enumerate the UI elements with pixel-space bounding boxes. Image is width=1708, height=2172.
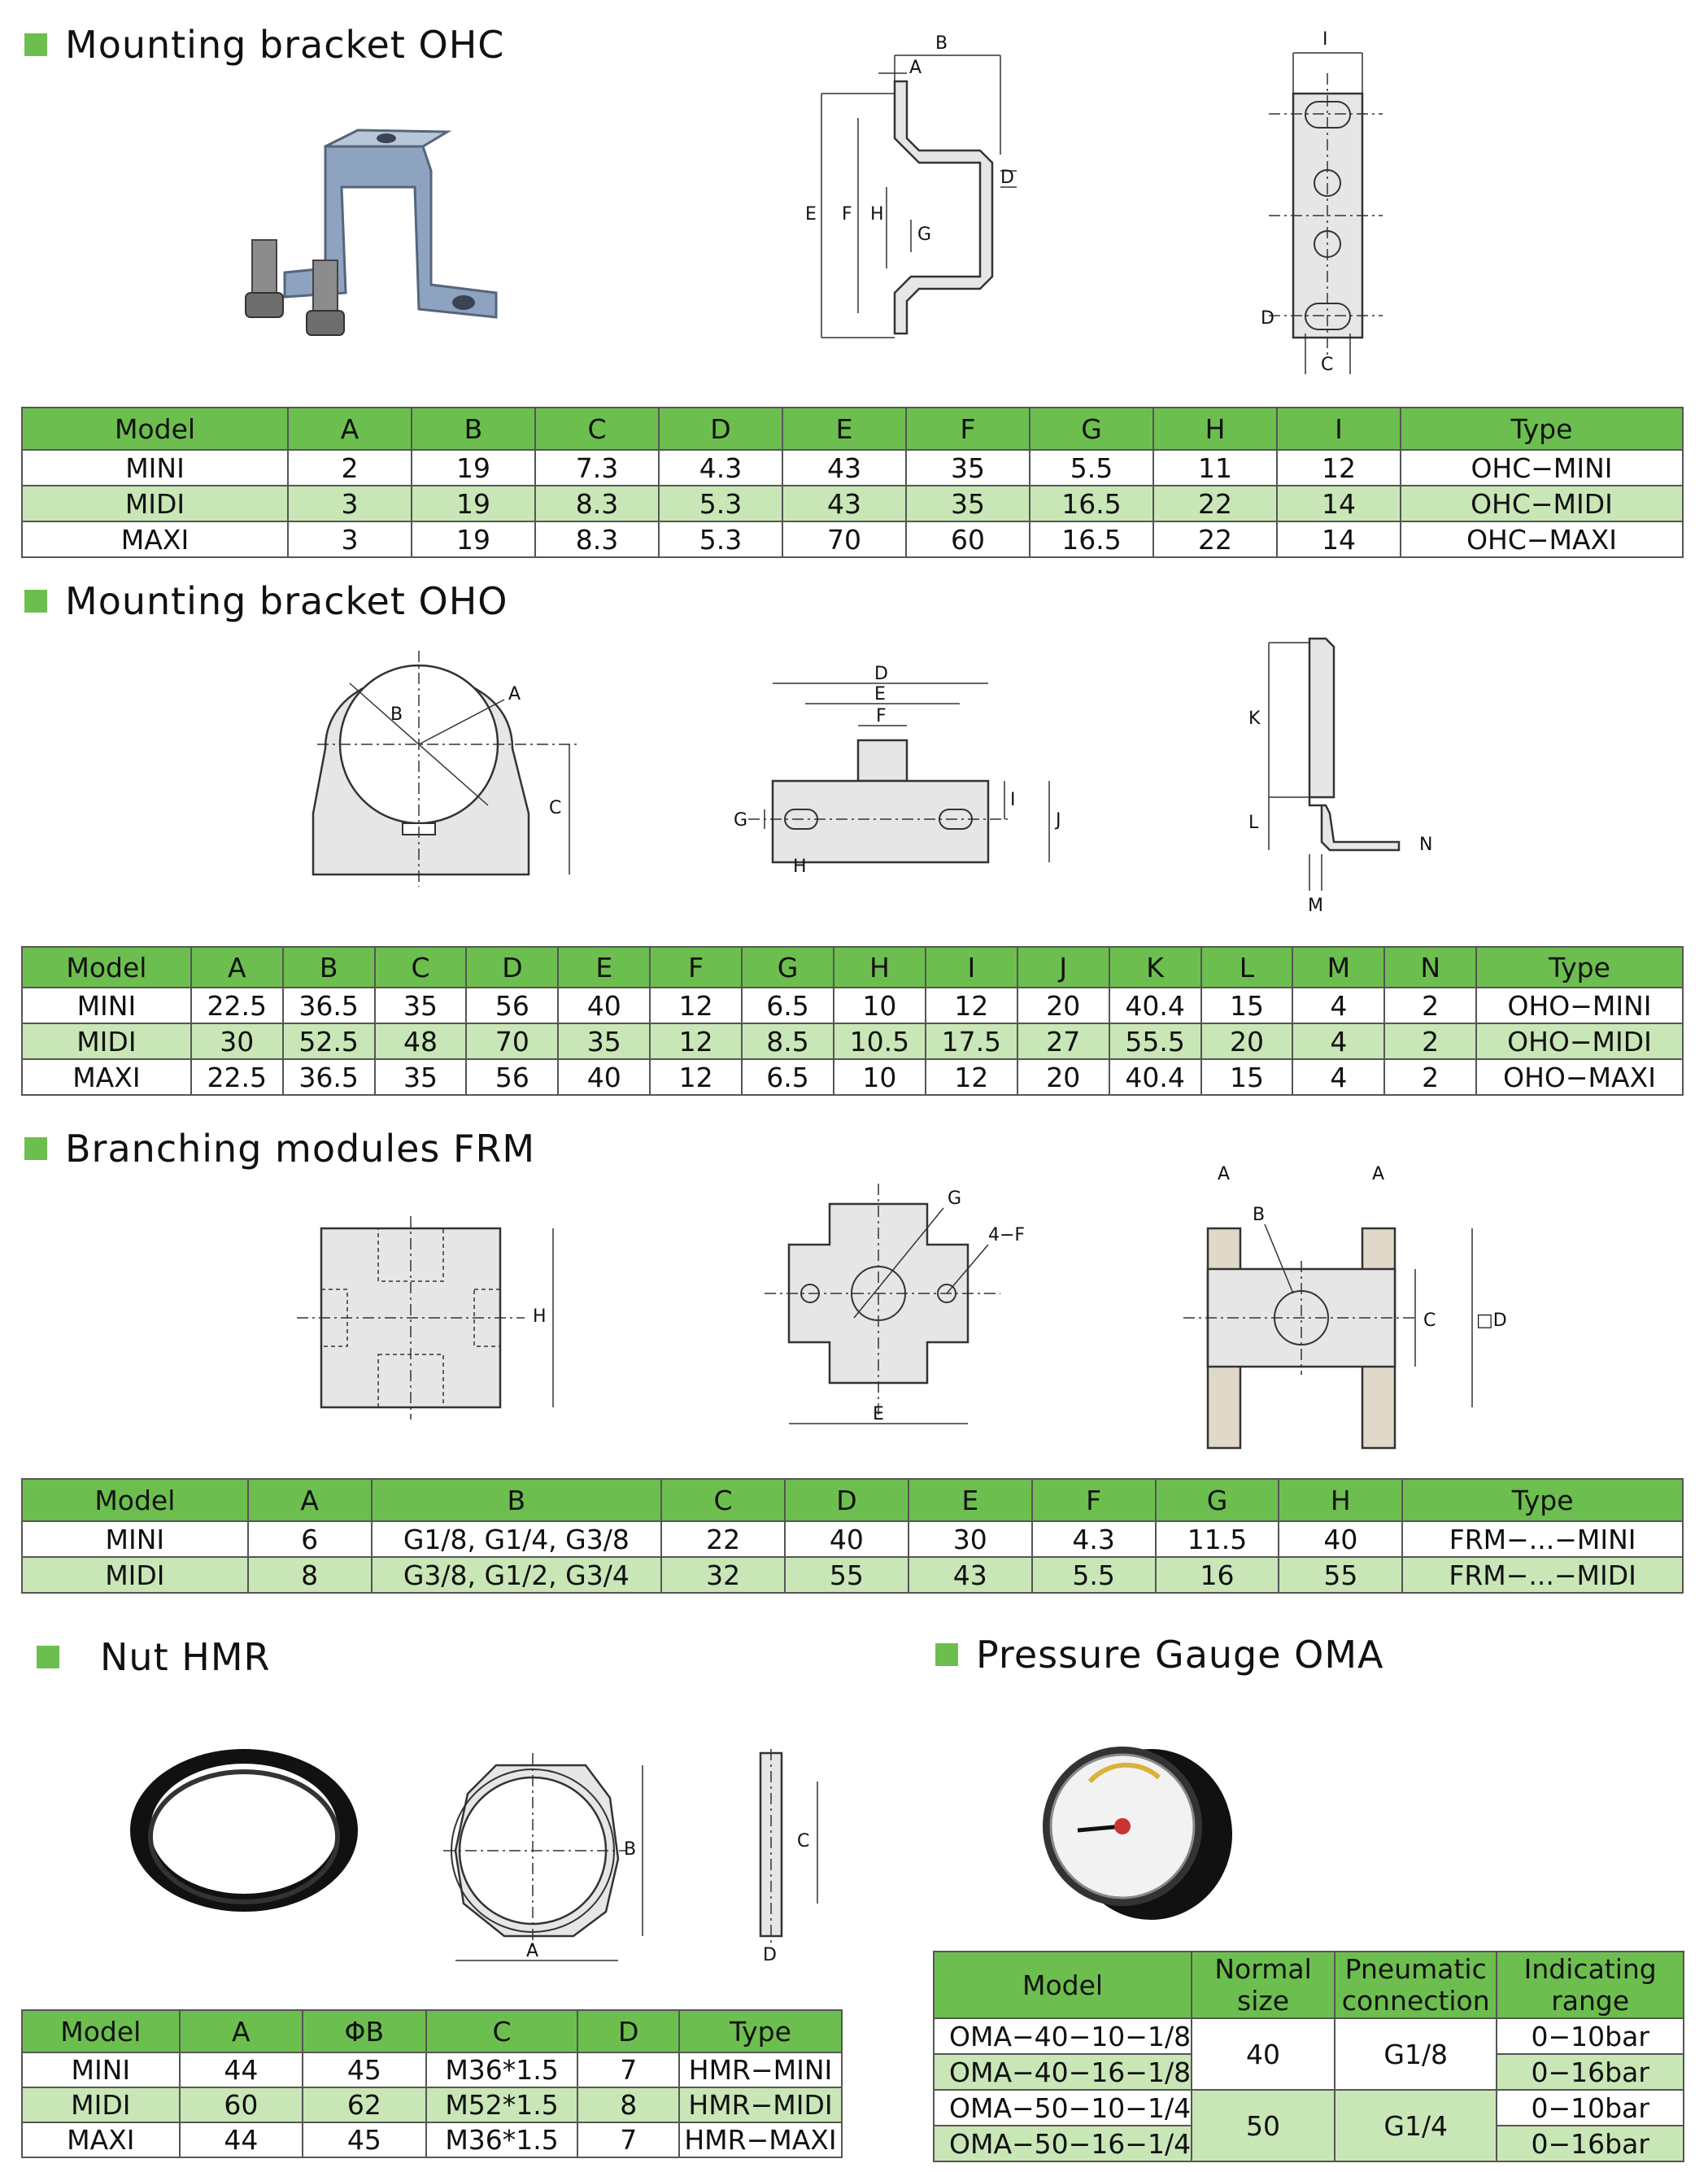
table-cell: 4	[1292, 1023, 1384, 1059]
table-cell: 40	[785, 1521, 908, 1557]
table-cell: 40	[558, 1059, 650, 1095]
dim-g-label: G	[917, 225, 932, 245]
column-header: Type	[1402, 1479, 1683, 1521]
table-cell: OHC−MAXI	[1401, 521, 1683, 557]
table-cell: OHC−MINI	[1401, 450, 1683, 486]
table-cell: OHO−MIDI	[1476, 1023, 1683, 1059]
table-cell: 22.5	[191, 988, 283, 1023]
dim-h-label: H	[793, 857, 807, 877]
table-row	[22, 1521, 1683, 1557]
table-cell: M36*1.5	[426, 2052, 578, 2087]
table-cell-conn: G1/8	[1335, 2018, 1497, 2090]
table-cell: 20	[1201, 1023, 1293, 1059]
table-cell: 15	[1201, 988, 1293, 1023]
column-header: J	[1017, 947, 1109, 988]
table-cell: 43	[908, 1557, 1032, 1593]
column-header: I	[926, 947, 1017, 988]
oho-section-title	[24, 579, 508, 623]
table-cell: 10.5	[834, 1023, 926, 1059]
table-cell: FRM−...−MIDI	[1402, 1557, 1683, 1593]
dim-m-label: M	[1308, 896, 1323, 916]
table-cell: 5.3	[659, 486, 782, 521]
table-cell-model: OMA−50−16−1/4	[934, 2126, 1192, 2161]
column-header: D	[659, 408, 782, 450]
table-cell-size: 40	[1192, 2018, 1335, 2090]
column-header: F	[906, 408, 1030, 450]
bullet-square-icon	[24, 590, 47, 613]
dim-i-label: I	[1322, 29, 1328, 50]
table-cell: 6.5	[742, 988, 834, 1023]
table-cell: 55	[1279, 1557, 1402, 1593]
column-header: Type	[1401, 408, 1683, 450]
table-cell: 56	[466, 988, 558, 1023]
table-cell: 16	[1156, 1557, 1279, 1593]
table-cell: MINI	[22, 1521, 248, 1557]
dim-a-label: A	[526, 1941, 539, 1961]
table-row	[934, 2090, 1684, 2126]
column-header: C	[661, 1479, 785, 1521]
hmr-side-drawing	[748, 1749, 846, 1965]
table-cell: 52.5	[283, 1023, 375, 1059]
table-cell: HMR−MAXI	[679, 2122, 842, 2157]
column-header: Model	[22, 2010, 180, 2052]
column-header: K	[1109, 947, 1201, 988]
table-cell: 2	[1384, 1023, 1476, 1059]
table-cell: OHO−MAXI	[1476, 1059, 1683, 1095]
table-cell: 17.5	[926, 1023, 1017, 1059]
dim-e-label: E	[805, 204, 817, 225]
table-cell: 19	[412, 486, 535, 521]
table-cell: 44	[180, 2122, 303, 2157]
dim-k-label: K	[1248, 709, 1261, 729]
column-header: D	[577, 2010, 679, 2052]
table-row	[22, 2122, 842, 2157]
oma-spec-table	[933, 1951, 1684, 2162]
table-cell: 16.5	[1030, 486, 1153, 521]
column-header: B	[412, 408, 535, 450]
oma-section-title	[935, 1633, 1384, 1677]
column-header: G	[1030, 408, 1153, 450]
dim-c-label: C	[1321, 355, 1334, 375]
dim-e-label: E	[873, 1404, 884, 1424]
table-cell: 35	[906, 486, 1030, 521]
dim-c-label: C	[1423, 1311, 1436, 1331]
table-cell: OHC−MIDI	[1401, 486, 1683, 521]
table-cell: 32	[661, 1557, 785, 1593]
table-cell: 12	[926, 1059, 1017, 1095]
header-row	[22, 408, 1683, 450]
header-row	[22, 2010, 842, 2052]
table-cell: G3/8, G1/2, G3/4	[372, 1557, 662, 1593]
table-row	[22, 2087, 842, 2122]
column-header: C	[375, 947, 467, 988]
table-cell: 35	[906, 450, 1030, 486]
ohc-spec-table	[21, 407, 1684, 558]
dim-f-label: F	[876, 706, 887, 726]
table-cell: 30	[191, 1023, 283, 1059]
header-row	[934, 1952, 1684, 2018]
ohc-section-title	[24, 23, 504, 67]
table-cell: 7	[577, 2052, 679, 2087]
table-cell: MINI	[22, 2052, 180, 2087]
dim-n-label: N	[1419, 835, 1433, 855]
table-cell: 4.3	[659, 450, 782, 486]
ohc-front-drawing	[1220, 24, 1407, 382]
table-cell: 5.3	[659, 521, 782, 557]
table-cell: MAXI	[22, 521, 288, 557]
table-cell: 55.5	[1109, 1023, 1201, 1059]
table-cell: 11	[1153, 450, 1277, 486]
table-cell: 27	[1017, 1023, 1109, 1059]
table-cell: 8	[577, 2087, 679, 2122]
table-cell-model: OMA−40−10−1/8	[934, 2018, 1192, 2054]
column-header: Model	[22, 1479, 248, 1521]
table-cell: 40.4	[1109, 988, 1201, 1023]
dim-a-label: A	[508, 684, 521, 704]
dim-b-label: B	[390, 704, 403, 725]
oho-front-drawing	[301, 651, 594, 895]
table-cell: 40.4	[1109, 1059, 1201, 1095]
column-header: D	[466, 947, 558, 988]
table-cell: 43	[782, 486, 906, 521]
column-header: F	[650, 947, 742, 988]
dim-d-label: D	[874, 664, 888, 684]
column-header: ΦB	[303, 2010, 426, 2052]
table-row	[22, 1557, 1683, 1593]
table-cell: 15	[1201, 1059, 1293, 1095]
table-cell-model: OMA−50−10−1/4	[934, 2090, 1192, 2126]
table-cell: 70	[782, 521, 906, 557]
table-cell: MIDI	[22, 1557, 248, 1593]
column-header: Normal size	[1192, 1952, 1335, 2018]
column-header: H	[834, 947, 926, 988]
table-cell: 36.5	[283, 988, 375, 1023]
table-cell: 5.5	[1032, 1557, 1156, 1593]
column-header: Model	[22, 408, 288, 450]
table-cell: 14	[1277, 486, 1401, 521]
frm-side-drawing	[1179, 1163, 1505, 1424]
column-header: Model	[22, 947, 191, 988]
dim-e-label: E	[874, 684, 886, 704]
column-header: A	[180, 2010, 303, 2052]
table-cell: 44	[180, 2052, 303, 2087]
table-cell: G1/8, G1/4, G3/8	[372, 1521, 662, 1557]
table-cell: MIDI	[22, 1023, 191, 1059]
column-header: Pneumatic connection	[1335, 1952, 1497, 2018]
dim-c-label: C	[549, 798, 562, 818]
column-header: N	[1384, 947, 1476, 988]
table-cell: 8.3	[535, 486, 659, 521]
column-header: Indicating range	[1497, 1952, 1684, 2018]
table-cell: 4.3	[1032, 1521, 1156, 1557]
table-row	[934, 2018, 1684, 2054]
table-cell: 22	[1153, 521, 1277, 557]
hmr-front-drawing	[443, 1749, 663, 1969]
table-cell: 11.5	[1156, 1521, 1279, 1557]
bullet-square-icon	[37, 1646, 59, 1668]
table-cell: 30	[908, 1521, 1032, 1557]
table-cell: 35	[375, 988, 467, 1023]
table-cell: 56	[466, 1059, 558, 1095]
table-cell: MINI	[22, 450, 288, 486]
table-cell: 19	[412, 521, 535, 557]
table-cell: 6.5	[742, 1059, 834, 1095]
hmr-nut-photo	[122, 1733, 366, 1928]
frm-spec-table	[21, 1478, 1684, 1594]
dim-g-label: G	[948, 1188, 962, 1209]
table-cell: 16.5	[1030, 521, 1153, 557]
column-header: B	[372, 1479, 662, 1521]
column-header: H	[1153, 408, 1277, 450]
table-cell: 4	[1292, 988, 1384, 1023]
dim-h-label: H	[870, 204, 884, 225]
table-cell: 35	[558, 1023, 650, 1059]
column-header: L	[1201, 947, 1293, 988]
table-cell: 3	[288, 521, 412, 557]
table-cell: 35	[375, 1059, 467, 1095]
table-cell-range: 0−10bar	[1497, 2018, 1684, 2054]
dim-d-label: D	[763, 1945, 777, 1965]
table-row	[22, 486, 1683, 521]
table-cell: 12	[926, 988, 1017, 1023]
frm-title-text: Branching modules FRM	[65, 1127, 536, 1171]
table-cell: 45	[303, 2052, 426, 2087]
table-cell: 22	[661, 1521, 785, 1557]
ohc-title-text: Mounting bracket OHC	[65, 23, 505, 67]
column-header: B	[283, 947, 375, 988]
hmr-spec-table	[21, 2009, 843, 2158]
column-header: G	[1156, 1479, 1279, 1521]
table-cell: MAXI	[22, 2122, 180, 2157]
table-cell: 22	[1153, 486, 1277, 521]
table-cell: MIDI	[22, 2087, 180, 2122]
table-cell: 6	[248, 1521, 372, 1557]
dim-a-label-left: A	[1218, 1164, 1231, 1184]
column-header: Type	[679, 2010, 842, 2052]
dim-c-label: C	[797, 1831, 810, 1851]
table-cell: 2	[288, 450, 412, 486]
table-cell: 7.3	[535, 450, 659, 486]
frm-section-title	[24, 1127, 535, 1171]
oma-gauge-photo	[1029, 1733, 1240, 1928]
table-cell: 20	[1017, 1059, 1109, 1095]
dim-i-label: I	[1010, 790, 1016, 810]
table-cell: MINI	[22, 988, 191, 1023]
table-cell: OHO−MINI	[1476, 988, 1683, 1023]
table-cell: 62	[303, 2087, 426, 2122]
table-cell: M52*1.5	[426, 2087, 578, 2122]
table-cell-conn: G1/4	[1335, 2090, 1497, 2161]
dim-a-label: A	[909, 58, 922, 78]
table-cell-range: 0−10bar	[1497, 2090, 1684, 2126]
column-header: C	[535, 408, 659, 450]
bullet-square-icon	[24, 33, 47, 56]
oho-spec-table	[21, 946, 1684, 1096]
frm-cross-drawing	[756, 1180, 1049, 1440]
hmr-title-text: Nut HMR	[100, 1635, 271, 1679]
table-row	[22, 450, 1683, 486]
table-row	[22, 521, 1683, 557]
table-cell: M36*1.5	[426, 2122, 578, 2157]
table-row	[22, 1059, 1683, 1095]
dim-h-label: H	[533, 1306, 547, 1327]
table-cell: 12	[650, 988, 742, 1023]
table-cell: 40	[1279, 1521, 1402, 1557]
table-cell: 20	[1017, 988, 1109, 1023]
ohc-side-drawing	[805, 33, 1065, 358]
dim-g-label: G	[734, 810, 748, 831]
column-header: H	[1279, 1479, 1402, 1521]
table-cell: 60	[180, 2087, 303, 2122]
table-cell: 43	[782, 450, 906, 486]
table-cell-range: 0−16bar	[1497, 2054, 1684, 2090]
oho-side-drawing	[1236, 635, 1448, 919]
table-row	[22, 988, 1683, 1023]
oma-title-text: Pressure Gauge OMA	[976, 1633, 1384, 1677]
column-header: C	[426, 2010, 578, 2052]
ohc-bracket-photo	[236, 122, 561, 358]
column-header: G	[742, 947, 834, 988]
table-cell-size: 50	[1192, 2090, 1335, 2161]
table-cell: 19	[412, 450, 535, 486]
table-cell: HMR−MINI	[679, 2052, 842, 2087]
column-header: A	[288, 408, 412, 450]
table-cell: FRM−...−MINI	[1402, 1521, 1683, 1557]
table-cell: 5.5	[1030, 450, 1153, 486]
table-cell: 10	[834, 988, 926, 1023]
dim-d-label: D	[1000, 168, 1014, 188]
dim-b-label: B	[1253, 1205, 1266, 1225]
oho-title-text: Mounting bracket OHO	[65, 579, 508, 623]
column-header: Type	[1476, 947, 1683, 988]
dim-a-label-right: A	[1372, 1164, 1385, 1184]
dim-j-label: J	[1056, 810, 1061, 831]
hmr-section-title	[37, 1635, 270, 1679]
table-cell: 70	[466, 1023, 558, 1059]
table-cell: 12	[650, 1059, 742, 1095]
column-header: A	[248, 1479, 372, 1521]
column-header: M	[1292, 947, 1384, 988]
dim-l-label: L	[1248, 813, 1259, 833]
table-cell: HMR−MIDI	[679, 2087, 842, 2122]
table-cell: 8.5	[742, 1023, 834, 1059]
table-row	[22, 2052, 842, 2087]
column-header: I	[1277, 408, 1401, 450]
dim-b-label: B	[935, 33, 948, 54]
column-header: Model	[934, 1952, 1192, 2018]
bullet-square-icon	[935, 1643, 958, 1666]
dim-d-label-front: D	[1261, 308, 1274, 329]
table-cell: 36.5	[283, 1059, 375, 1095]
oho-top-drawing	[716, 659, 1082, 895]
column-header: A	[191, 947, 283, 988]
table-cell: 45	[303, 2122, 426, 2157]
table-cell: MIDI	[22, 486, 288, 521]
table-cell: 12	[1277, 450, 1401, 486]
dim-f-label: F	[842, 204, 852, 225]
table-cell: 7	[577, 2122, 679, 2157]
column-header: E	[782, 408, 906, 450]
table-cell: 8	[248, 1557, 372, 1593]
table-cell: 3	[288, 486, 412, 521]
table-cell: 12	[650, 1023, 742, 1059]
table-cell-range: 0−16bar	[1497, 2126, 1684, 2161]
table-cell: 55	[785, 1557, 908, 1593]
header-row	[22, 1479, 1683, 1521]
dim-b-label: B	[624, 1839, 637, 1860]
table-cell: 48	[375, 1023, 467, 1059]
table-cell: MAXI	[22, 1059, 191, 1095]
table-cell: 40	[558, 988, 650, 1023]
dim-f-label: 4−F	[988, 1225, 1026, 1245]
dim-d-label: □D	[1476, 1311, 1507, 1331]
column-header: E	[558, 947, 650, 988]
header-row	[22, 947, 1683, 988]
table-cell: 8.3	[535, 521, 659, 557]
table-cell: 2	[1384, 1059, 1476, 1095]
table-cell: 60	[906, 521, 1030, 557]
table-row	[22, 1023, 1683, 1059]
bullet-square-icon	[24, 1137, 47, 1160]
table-cell: 14	[1277, 521, 1401, 557]
table-cell: 22.5	[191, 1059, 283, 1095]
table-cell: 10	[834, 1059, 926, 1095]
table-cell: 4	[1292, 1059, 1384, 1095]
column-header: E	[908, 1479, 1032, 1521]
table-cell-model: OMA−40−16−1/8	[934, 2054, 1192, 2090]
table-cell: 2	[1384, 988, 1476, 1023]
column-header: F	[1032, 1479, 1156, 1521]
frm-front-drawing	[293, 1216, 569, 1420]
column-header: D	[785, 1479, 908, 1521]
